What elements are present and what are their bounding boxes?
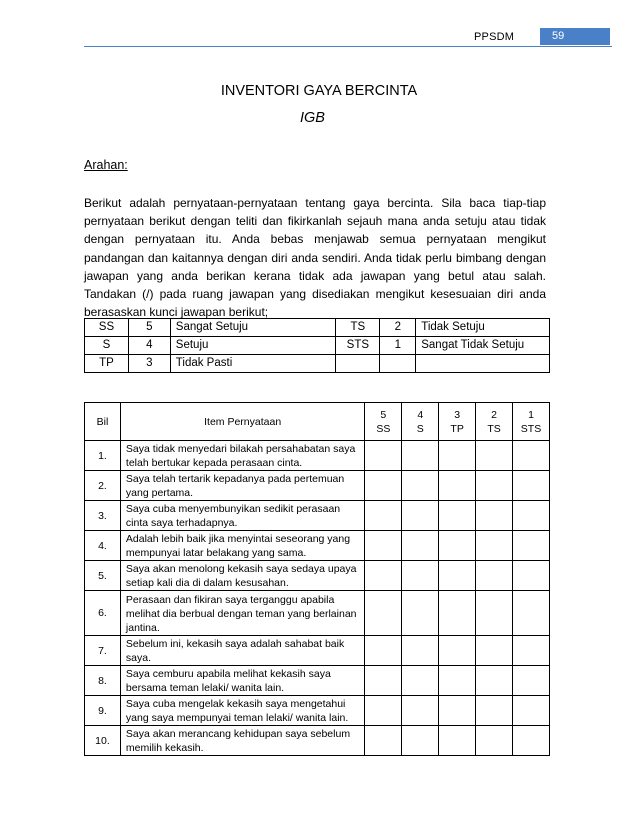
answer-cell-ss[interactable]: [365, 636, 402, 666]
table-row: [85, 441, 550, 471]
col-tp-header: [439, 403, 476, 441]
answer-cell-tp[interactable]: [439, 636, 476, 666]
key-label: Sangat Setuju: [170, 319, 336, 337]
instructions-heading: Arahan:: [84, 158, 128, 172]
answer-cell-ss[interactable]: [365, 441, 402, 471]
answer-cell-sts[interactable]: [513, 501, 550, 531]
key-score: 4: [128, 337, 170, 355]
answer-cell-s[interactable]: [402, 471, 439, 501]
scale-score: 2: [491, 408, 497, 421]
answer-cell-ss[interactable]: [365, 501, 402, 531]
key-label: Tidak Setuju: [416, 319, 550, 337]
key-label: Tidak Pasti: [170, 355, 336, 373]
answer-cell-sts[interactable]: [513, 636, 550, 666]
answer-cell-ts[interactable]: [476, 696, 513, 726]
answer-cell-tp[interactable]: [439, 561, 476, 591]
answer-key-row: [85, 337, 550, 355]
item-statement: Saya cuba menyembunyikan sedikit perasaan cinta saya terhadapnya.: [120, 501, 364, 531]
answer-cell-ts[interactable]: [476, 591, 513, 636]
item-statement: Adalah lebih baik jika menyintai seseorang yang mempunyai latar belakang yang sama.: [120, 531, 364, 561]
answer-cell-tp[interactable]: [439, 471, 476, 501]
answer-cell-tp[interactable]: [439, 726, 476, 756]
answer-cell-ts[interactable]: [476, 501, 513, 531]
key-code: STS: [336, 337, 380, 355]
scale-score: 3: [454, 408, 461, 421]
item-statement: Saya cemburu apabila melihat kekasih saya bersama teman lelaki/ wanita lain.: [120, 666, 364, 696]
answer-cell-s[interactable]: [402, 501, 439, 531]
col-ss-header: [365, 403, 402, 441]
table-row: [85, 531, 550, 561]
inventory-table: [84, 402, 550, 756]
answer-cell-ss[interactable]: [365, 561, 402, 591]
page-number: 59: [540, 28, 610, 45]
answer-cell-sts[interactable]: [513, 696, 550, 726]
item-statement: Saya akan menolong kekasih saya sedaya upaya setiap kali dia di dalam kesusahan.: [120, 561, 364, 591]
key-score: 2: [380, 319, 416, 337]
item-statement: Saya telah tertarik kepadanya pada pertemuan yang pertama.: [120, 471, 364, 501]
item-number: 3.: [85, 501, 121, 531]
scale-code: SS: [376, 422, 391, 435]
item-number: 2.: [85, 471, 121, 501]
answer-cell-s[interactable]: [402, 636, 439, 666]
document-title: INVENTORI GAYA BERCINTA: [220, 83, 418, 99]
answer-cell-s[interactable]: [402, 531, 439, 561]
key-score: 5: [128, 319, 170, 337]
answer-cell-ts[interactable]: [476, 531, 513, 561]
answer-cell-ts[interactable]: [476, 471, 513, 501]
col-ts-header: [476, 403, 513, 441]
answer-cell-s[interactable]: [402, 726, 439, 756]
item-number: 1.: [85, 441, 121, 471]
answer-cell-s[interactable]: [402, 441, 439, 471]
answer-cell-sts[interactable]: [513, 441, 550, 471]
answer-cell-ts[interactable]: [476, 726, 513, 756]
answer-cell-ss[interactable]: [365, 531, 402, 561]
item-number: 4.: [85, 531, 121, 561]
scale-score: 1: [528, 408, 534, 421]
answer-cell-tp[interactable]: [439, 666, 476, 696]
answer-cell-s[interactable]: [402, 696, 439, 726]
scale-code: STS: [520, 422, 542, 435]
scale-code: TP: [450, 422, 464, 435]
item-statement: Perasaan dan fikiran saya terganggu apabila melihat dia berbual dengan teman yang berlainan jantina.: [120, 591, 364, 636]
table-row: [85, 666, 550, 696]
scale-code: S: [416, 422, 424, 435]
key-code: [336, 355, 380, 373]
key-score: 1: [380, 337, 416, 355]
item-number: 7.: [85, 636, 121, 666]
answer-cell-s[interactable]: [402, 666, 439, 696]
answer-cell-ss[interactable]: [365, 666, 402, 696]
col-item-header: Item Pernyataan: [120, 403, 364, 441]
answer-cell-tp[interactable]: [439, 441, 476, 471]
key-score: 3: [128, 355, 170, 373]
answer-cell-sts[interactable]: [513, 531, 550, 561]
answer-cell-sts[interactable]: [513, 666, 550, 696]
answer-cell-ts[interactable]: [476, 666, 513, 696]
item-statement: Saya tidak menyedari bilakah persahabatan saya telah bertukar kepada perasaan cinta.: [120, 441, 364, 471]
answer-cell-sts[interactable]: [513, 561, 550, 591]
answer-key-row: [85, 319, 550, 337]
key-code: S: [85, 337, 129, 355]
answer-cell-sts[interactable]: [513, 726, 550, 756]
header-label: PPSDM: [474, 31, 515, 43]
answer-cell-sts[interactable]: [513, 471, 550, 501]
answer-cell-sts[interactable]: [513, 591, 550, 636]
key-score: [380, 355, 416, 373]
header-rule: [84, 46, 612, 47]
item-number: 10.: [85, 726, 121, 756]
scale-score: 4: [417, 408, 424, 421]
scale-code: TS: [487, 422, 501, 435]
scale-score: 5: [380, 408, 387, 421]
document-subtitle: IGB: [300, 110, 325, 126]
instructions-paragraph: Berikut adalah pernyataan-pernyataan tentang gaya bercinta. Sila baca tiap-tiap pernyataan berikut dengan teliti dan fikirkanlah sejauh mana anda setuju atau tidak dengan pernyataan itu. Anda bebas menjawab semua pernyataan mengikut pandangan dan kaitannya dengan diri anda sendiri. Anda tidak perlu bimbang dengan jawapan yang anda berikan kerana tidak ada jawapan yang betul atau salah. Tandakan (/) pada ruang jawapan yang disediakan mengikut kesesuaian diri anda berasaskan kunci jawapan berikut;: [84, 196, 546, 320]
answer-cell-tp[interactable]: [439, 591, 476, 636]
answer-cell-s[interactable]: [402, 591, 439, 636]
item-number: 8.: [85, 666, 121, 696]
answer-cell-ts[interactable]: [476, 636, 513, 666]
answer-cell-ss[interactable]: [365, 591, 402, 636]
key-label: Sangat Tidak Setuju: [416, 337, 550, 355]
table-row: [85, 696, 550, 726]
answer-cell-ts[interactable]: [476, 441, 513, 471]
answer-cell-tp[interactable]: [439, 501, 476, 531]
col-s-header: [402, 403, 439, 441]
table-row: [85, 726, 550, 756]
table-row: [85, 471, 550, 501]
col-sts-header: [513, 403, 550, 441]
answer-cell-tp[interactable]: [439, 531, 476, 561]
answer-cell-ss[interactable]: [365, 726, 402, 756]
item-number: 5.: [85, 561, 121, 591]
answer-cell-ss[interactable]: [365, 696, 402, 726]
answer-key-row: [85, 355, 550, 373]
answer-key-table: [84, 318, 550, 373]
answer-cell-s[interactable]: [402, 561, 439, 591]
key-label: [416, 355, 550, 373]
item-number: 9.: [85, 696, 121, 726]
answer-cell-ss[interactable]: [365, 471, 402, 501]
col-bil-header: Bil: [85, 403, 121, 441]
key-code: TP: [85, 355, 129, 373]
table-header-row: [85, 403, 550, 441]
item-statement: Saya cuba mengelak kekasih saya mengetahui yang saya mempunyai teman lelaki/ wanita lain.: [120, 696, 364, 726]
key-code: SS: [85, 319, 129, 337]
answer-cell-tp[interactable]: [439, 696, 476, 726]
key-label: Setuju: [170, 337, 336, 355]
answer-cell-ts[interactable]: [476, 561, 513, 591]
item-statement: Sebelum ini, kekasih saya adalah sahabat baik saya.: [120, 636, 364, 666]
item-number: 6.: [85, 591, 121, 636]
table-row: [85, 561, 550, 591]
table-row: [85, 636, 550, 666]
key-code: TS: [336, 319, 380, 337]
table-row: [85, 591, 550, 636]
item-statement: Saya akan merancang kehidupan saya sebelum memilih kekasih.: [120, 726, 364, 756]
table-row: [85, 501, 550, 531]
